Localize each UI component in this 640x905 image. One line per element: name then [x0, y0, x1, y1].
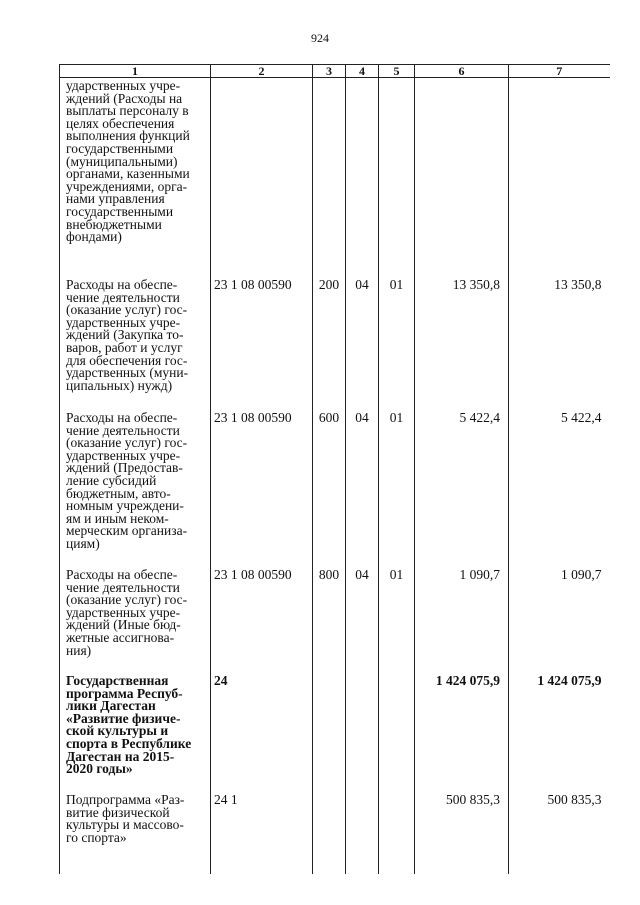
- item-name-line: учреждениями, орга-: [66, 178, 188, 194]
- item-name-line: чение деятельности: [66, 422, 180, 438]
- item-name-line: ударственных (муни-: [66, 365, 189, 381]
- item-name-line: чение деятельности: [66, 579, 180, 595]
- amount-col7-value: 1 090,7: [561, 567, 602, 582]
- subsection-cell: [379, 567, 415, 673]
- amount-col6-cell: [415, 277, 509, 410]
- amount-col7-cell: [509, 410, 610, 567]
- item-name-line: 2020 годы»: [66, 761, 133, 777]
- item-name-line: варов, работ и услуг: [66, 339, 183, 355]
- item-name-line: спорта в Республике: [66, 735, 192, 751]
- item-name-line: циям): [66, 535, 100, 551]
- amount-col6-cell: [415, 567, 509, 673]
- expense-type-value: 600: [318, 410, 340, 425]
- table-row: [60, 567, 610, 673]
- expense-type-cell: [313, 410, 346, 567]
- subsection-cell: [379, 792, 415, 874]
- item-name: [66, 277, 210, 392]
- item-name-line: ждений (Расходы на: [66, 90, 183, 106]
- item-name-cell: [60, 78, 211, 278]
- item-name-line: государственными: [66, 203, 174, 219]
- expense-type-cell: [313, 277, 346, 410]
- section-cell: [346, 567, 379, 673]
- item-name-line: Дагестан на 2015-: [66, 748, 175, 764]
- subsection-value: [379, 673, 414, 675]
- amount-col6-cell: [415, 673, 509, 792]
- table-row: [60, 673, 610, 792]
- item-name-line: бюджетным, авто-: [66, 485, 171, 501]
- column-header-2: 2: [211, 65, 313, 78]
- subsection-value: [379, 78, 414, 80]
- item-name-line: (оказание услуг) гос-: [66, 302, 188, 318]
- amount-col7-cell: [509, 673, 610, 792]
- target-code-cell: [211, 673, 313, 792]
- item-name-line: ление субсидий: [66, 472, 157, 488]
- expense-type-cell: [313, 78, 346, 278]
- item-name-line: государственными: [66, 140, 174, 156]
- column-header-6: 6: [415, 65, 509, 78]
- section-cell: [346, 792, 379, 874]
- item-name-line: «Развитие физиче-: [66, 710, 181, 726]
- target-code-value: 23 1 08 00590: [214, 277, 292, 292]
- expense-type-value: [313, 673, 345, 675]
- expense-type-value: 800: [318, 567, 340, 582]
- amount-col6-cell: [415, 792, 509, 874]
- item-name-cell: [60, 567, 211, 673]
- column-header-4: 4: [346, 65, 379, 78]
- item-name-line: ния): [66, 642, 92, 658]
- page-number: 924: [311, 31, 329, 45]
- table-row: [60, 277, 610, 410]
- item-name-cell: [60, 277, 211, 410]
- amount-col7-value: 500 835,3: [547, 792, 602, 807]
- target-code-cell: [211, 792, 313, 874]
- section-cell: [346, 78, 379, 278]
- item-name-line: ской культуры и: [66, 723, 169, 739]
- item-name-line: лики Дагестан: [66, 698, 156, 714]
- header-row: [60, 65, 610, 78]
- item-name-line: ударственных учре-: [66, 604, 181, 620]
- section-cell: [346, 410, 379, 567]
- item-name: [66, 410, 210, 551]
- item-name-line: ям и иным неком-: [66, 510, 169, 526]
- item-name-line: Государственная: [66, 673, 169, 688]
- amount-col6-cell: [415, 410, 509, 567]
- item-name-line: (оказание услуг) гос-: [66, 592, 188, 608]
- table-row: [60, 792, 610, 874]
- item-name-line: витие физической: [66, 804, 170, 820]
- item-name-line: ударственных учре-: [66, 314, 181, 330]
- column-header-3: 3: [313, 65, 346, 78]
- item-name-line: выплаты персоналу в: [66, 103, 189, 119]
- subsection-cell: [379, 410, 415, 567]
- item-name-line: мерческим организа-: [66, 523, 188, 539]
- item-name-line: ждений (Иные бюд-: [66, 617, 181, 633]
- amount-col7-cell: [509, 78, 610, 278]
- item-name-line: ждений (Закупка то-: [66, 327, 184, 343]
- section-value: 04: [355, 567, 369, 582]
- section-cell: [346, 277, 379, 410]
- item-name-line: программа Респуб-: [66, 685, 183, 701]
- amount-col7-value: 1 424 075,9: [537, 673, 602, 688]
- item-name-line: ждений (Предостав-: [66, 460, 183, 476]
- amount-col6-value: 1 424 075,9: [435, 673, 500, 688]
- amount-col7-value: [509, 78, 602, 80]
- subsection-cell: [379, 277, 415, 410]
- amount-col7-cell: [509, 567, 610, 673]
- column-header-7: 7: [509, 65, 610, 78]
- subsection-cell: [379, 673, 415, 792]
- section-value: 04: [355, 277, 369, 292]
- subsection-cell: [379, 78, 415, 278]
- item-name-line: Подпрограмма «Раз-: [66, 792, 185, 807]
- subsection-value: 01: [389, 277, 404, 292]
- amount-col7-cell: [509, 792, 610, 874]
- expense-type-value: 200: [318, 277, 340, 292]
- target-code-value: 23 1 08 00590: [214, 567, 292, 582]
- item-name: [66, 792, 210, 844]
- target-code-cell: [211, 410, 313, 567]
- target-code-cell: [211, 78, 313, 278]
- section-value: [346, 78, 378, 80]
- amount-col6-value: 500 835,3: [446, 792, 500, 807]
- expense-type-value: [313, 78, 345, 80]
- amount-col7-value: 5 422,4: [561, 410, 602, 425]
- item-name-line: Расходы на обеспе-: [66, 277, 178, 292]
- item-name-line: для обеспечения гос-: [66, 352, 188, 368]
- item-name-line: фондами): [66, 229, 122, 245]
- target-code-cell: [211, 277, 313, 410]
- target-code-value: 24: [214, 673, 228, 688]
- item-name-line: го спорта»: [66, 829, 127, 845]
- table-row: [60, 78, 610, 278]
- item-name-line: Расходы на обеспе-: [66, 567, 178, 582]
- item-name-line: органами, казенными: [66, 166, 190, 182]
- column-header-5: 5: [379, 65, 415, 78]
- amount-col6-cell: [415, 78, 509, 278]
- amount-col7-value: 13 350,8: [554, 277, 602, 292]
- item-name-line: чение деятельности: [66, 289, 180, 305]
- amount-col6-value: 5 422,4: [459, 410, 500, 425]
- item-name-line: (муниципальными): [66, 153, 178, 169]
- section-value: [346, 792, 378, 794]
- amount-col7-cell: [509, 277, 610, 410]
- item-name-cell: [60, 792, 211, 874]
- target-code-value: [214, 78, 312, 80]
- item-name-line: культуры и массово-: [66, 817, 184, 833]
- item-name-line: ципальных) нужд): [66, 377, 173, 393]
- item-name-line: выполнения функций: [66, 128, 190, 144]
- expense-type-cell: [313, 673, 346, 792]
- section-value: 04: [355, 410, 369, 425]
- item-name-line: жетные ассигнова-: [66, 629, 175, 645]
- budget-table: [59, 64, 610, 874]
- amount-col6-value: 13 350,8: [452, 277, 500, 292]
- subsection-value: 01: [389, 410, 404, 425]
- item-name-line: целях обеспечения: [66, 115, 175, 131]
- item-name-line: номным учреждени-: [66, 498, 184, 514]
- table-row: [60, 410, 610, 567]
- expense-type-value: [313, 792, 345, 794]
- target-code-value: 23 1 08 00590: [214, 410, 292, 425]
- target-code-value: 24 1: [214, 792, 238, 807]
- expense-type-cell: [313, 567, 346, 673]
- subsection-value: 01: [389, 567, 404, 582]
- section-value: [346, 673, 378, 675]
- item-name-line: внебюджетными: [66, 216, 162, 232]
- item-name-cell: [60, 673, 211, 792]
- item-name-line: ударственных учре-: [66, 78, 181, 93]
- expense-type-cell: [313, 792, 346, 874]
- amount-col6-value: 1 090,7: [459, 567, 500, 582]
- item-name: [66, 673, 210, 776]
- item-name-line: Расходы на обеспе-: [66, 410, 178, 425]
- item-name-cell: [60, 410, 211, 567]
- column-header-1: 1: [60, 65, 211, 78]
- subsection-value: [379, 792, 414, 794]
- amount-col6-value: [415, 78, 500, 80]
- target-code-cell: [211, 567, 313, 673]
- item-name: [66, 567, 210, 657]
- item-name-line: нами управления: [66, 191, 165, 207]
- item-name-line: ударственных учре-: [66, 447, 181, 463]
- table-body: [60, 78, 610, 875]
- item-name: [66, 78, 210, 244]
- item-name-line: (оказание услуг) гос-: [66, 435, 188, 451]
- section-cell: [346, 673, 379, 792]
